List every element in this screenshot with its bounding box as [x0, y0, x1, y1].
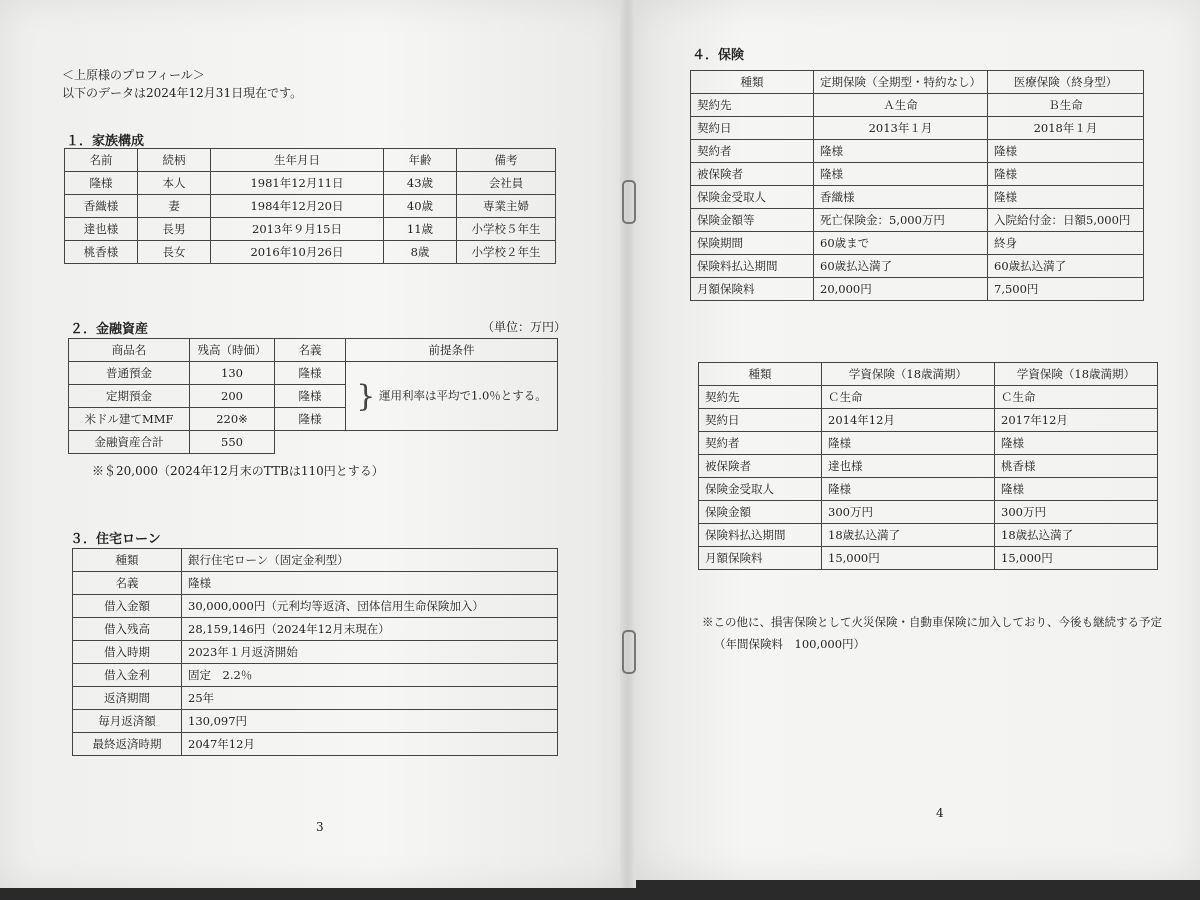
table-cell: 米ドル建てMMF — [69, 408, 190, 431]
table-row — [65, 218, 556, 241]
table-row — [69, 431, 558, 454]
col-header: 残高（時価） — [190, 339, 275, 362]
table-cell: 40歳 — [384, 195, 457, 218]
insurance-table-1 — [690, 70, 1144, 301]
table-cell: 8歳 — [384, 241, 457, 264]
table-cell: Ｃ生命 — [995, 386, 1158, 409]
family-table — [64, 148, 556, 264]
table-cell: 60歳払込満了 — [988, 255, 1144, 278]
table-cell: 毎月返済額 — [73, 710, 182, 733]
table-row — [73, 710, 558, 733]
table-cell: 18歳払込満了 — [995, 524, 1158, 547]
table-cell: 7,500円 — [988, 278, 1144, 301]
page-number-right: 4 — [936, 806, 944, 820]
table-cell: 香織様 — [814, 186, 988, 209]
table-cell: 2013年１月 — [814, 117, 988, 140]
table-row — [73, 595, 558, 618]
table-cell: 28,159,146円（2024年12月末現在） — [182, 618, 558, 641]
insurance-table-2 — [698, 362, 1158, 570]
table-cell: 15,000円 — [822, 547, 995, 570]
table-cell: 隆様 — [995, 478, 1158, 501]
table-cell: 香織様 — [65, 195, 138, 218]
table-cell: 保険期間 — [691, 232, 814, 255]
table-cell: 契約者 — [699, 432, 822, 455]
table-row — [699, 524, 1158, 547]
col-header: 備考 — [457, 149, 556, 172]
empty-cell — [275, 431, 346, 454]
table-cell: 本人 — [138, 172, 211, 195]
staple-bottom — [622, 630, 636, 674]
col-header: 続柄 — [138, 149, 211, 172]
col-header: 学資保険（18歳満期） — [822, 363, 995, 386]
table-cell: 小学校２年生 — [457, 241, 556, 264]
table-cell: 桃香様 — [65, 241, 138, 264]
table-cell: 11歳 — [384, 218, 457, 241]
table-row — [73, 618, 558, 641]
total-label: 金融資産合計 — [69, 431, 190, 454]
table-row — [699, 547, 1158, 570]
table-cell: 桃香様 — [995, 455, 1158, 478]
table-cell: 名義 — [73, 572, 182, 595]
col-header: 学資保険（18歳満期） — [995, 363, 1158, 386]
table-cell: 終身 — [988, 232, 1144, 255]
table-row — [691, 232, 1144, 255]
table-cell: 月額保険料 — [699, 547, 822, 570]
table-cell: 死亡保険金：5,000万円 — [814, 209, 988, 232]
table-cell: 2014年12月 — [822, 409, 995, 432]
table-row — [691, 163, 1144, 186]
condition-text: 運用利率は平均で1.0％とする。 — [378, 388, 547, 402]
table-cell: 契約者 — [691, 140, 814, 163]
table-cell: 隆様 — [988, 140, 1144, 163]
col-header: 前提条件 — [346, 339, 558, 362]
table-cell: 隆様 — [814, 140, 988, 163]
table-header-row — [699, 363, 1158, 386]
table-row — [691, 255, 1144, 278]
table-cell: 2018年１月 — [988, 117, 1144, 140]
table-cell: 銀行住宅ローン（固定金利型） — [182, 549, 558, 572]
table-cell: 60歳まで — [814, 232, 988, 255]
table-cell: 被保険者 — [699, 455, 822, 478]
staple-top — [622, 180, 636, 224]
empty-cell — [346, 431, 558, 454]
table-cell: 借入金利 — [73, 664, 182, 687]
table-cell: 契約先 — [699, 386, 822, 409]
table-cell: 隆様 — [182, 572, 558, 595]
table-cell: 30,000,000円（元利均等返済、団体信用生命保険加入） — [182, 595, 558, 618]
condition-cell — [346, 362, 558, 431]
col-header: 名前 — [65, 149, 138, 172]
table-cell: 保険金受取人 — [691, 186, 814, 209]
table-cell: 2047年12月 — [182, 733, 558, 756]
table-cell: 保険金受取人 — [699, 478, 822, 501]
table-row — [73, 687, 558, 710]
table-cell: 達也様 — [65, 218, 138, 241]
table-cell: 130 — [190, 362, 275, 385]
table-cell: 長女 — [138, 241, 211, 264]
table-cell: 2013年９月15日 — [211, 218, 384, 241]
table-row — [73, 664, 558, 687]
table-cell: 借入時期 — [73, 641, 182, 664]
table-cell: 隆様 — [988, 163, 1144, 186]
table-row — [691, 117, 1144, 140]
table-cell: 固定 2.2％ — [182, 664, 558, 687]
col-header: 商品名 — [69, 339, 190, 362]
table-cell: 隆様 — [822, 432, 995, 455]
table-cell: 300万円 — [822, 501, 995, 524]
profile-note: 以下のデータは2024年12月31日現在です。 — [62, 86, 303, 100]
table-cell: 契約先 — [691, 94, 814, 117]
col-header: 種類 — [699, 363, 822, 386]
table-cell: 定期預金 — [69, 385, 190, 408]
table-row — [691, 278, 1144, 301]
table-cell: 隆様 — [65, 172, 138, 195]
assets-footnote: ※＄20,000（2024年12月末のTTBは110円とする） — [92, 464, 384, 478]
assets-heading: ２．金融資産 — [70, 322, 149, 337]
table-cell: 隆様 — [275, 408, 346, 431]
table-cell: 契約日 — [699, 409, 822, 432]
table-cell: 2023年１月返済開始 — [182, 641, 558, 664]
table-cell: 契約日 — [691, 117, 814, 140]
total-value: 550 — [190, 431, 275, 454]
table-cell: 隆様 — [822, 478, 995, 501]
table-cell: 300万円 — [995, 501, 1158, 524]
table-row — [691, 209, 1144, 232]
insurance-heading: ４．保険 — [692, 48, 745, 63]
table-cell: 43歳 — [384, 172, 457, 195]
loan-table — [72, 548, 558, 756]
table-cell: 最終返済時期 — [73, 733, 182, 756]
table-row — [699, 501, 1158, 524]
table-cell: 被保険者 — [691, 163, 814, 186]
table-row — [65, 241, 556, 264]
table-row — [691, 140, 1144, 163]
table-row — [691, 186, 1144, 209]
table-cell: 保険金額 — [699, 501, 822, 524]
table-row — [65, 172, 556, 195]
table-cell: 1981年12月11日 — [211, 172, 384, 195]
table-header-row — [69, 339, 558, 362]
table-cell: 返済期間 — [73, 687, 182, 710]
table-cell: 入院給付金：日額5,000円 — [988, 209, 1144, 232]
table-row — [699, 455, 1158, 478]
table-cell: 20,000円 — [814, 278, 988, 301]
loan-heading: ３．住宅ローン — [70, 532, 161, 547]
table-cell: 130,097円 — [182, 710, 558, 733]
table-cell: 専業主婦 — [457, 195, 556, 218]
table-cell: 2017年12月 — [995, 409, 1158, 432]
table-cell: 借入金額 — [73, 595, 182, 618]
table-row — [73, 733, 558, 756]
table-cell: 小学校５年生 — [457, 218, 556, 241]
table-cell: 隆様 — [275, 362, 346, 385]
table-cell: 隆様 — [814, 163, 988, 186]
table-cell: 妻 — [138, 195, 211, 218]
table-cell: 隆様 — [988, 186, 1144, 209]
table-row — [69, 362, 558, 385]
assets-table — [68, 338, 558, 454]
table-cell: 保険料払込期間 — [699, 524, 822, 547]
table-cell: Ｃ生命 — [822, 386, 995, 409]
insurance-note-line1: ※この他に、損害保険として火災保険・自動車保険に加入しており、今後も継続する予定 — [702, 615, 1162, 629]
col-header: 種類 — [691, 71, 814, 94]
table-cell: 隆様 — [995, 432, 1158, 455]
col-header: 医療保険（終身型） — [988, 71, 1144, 94]
table-cell: 1984年12月20日 — [211, 195, 384, 218]
table-row — [699, 409, 1158, 432]
book-spine — [620, 0, 636, 888]
profile-title: ＜上原様のプロフィール＞ — [62, 68, 205, 82]
assets-unit: （単位：万円） — [482, 320, 567, 334]
table-cell: 隆様 — [275, 385, 346, 408]
table-row — [73, 641, 558, 664]
table-cell: Ｂ生命 — [988, 94, 1144, 117]
table-cell: 18歳払込満了 — [822, 524, 995, 547]
table-cell: 達也様 — [822, 455, 995, 478]
table-cell: 200 — [190, 385, 275, 408]
table-header-row — [691, 71, 1144, 94]
col-header: 生年月日 — [211, 149, 384, 172]
table-row — [699, 432, 1158, 455]
table-cell: 会社員 — [457, 172, 556, 195]
table-cell: 種類 — [73, 549, 182, 572]
table-cell: 220※ — [190, 408, 275, 431]
family-heading: １．家族構成 — [66, 134, 145, 149]
table-cell: Ａ生命 — [814, 94, 988, 117]
brace-glyph: } — [356, 378, 376, 414]
table-row — [73, 549, 558, 572]
table-cell: 保険金額等 — [691, 209, 814, 232]
table-row — [699, 478, 1158, 501]
col-header: 名義 — [275, 339, 346, 362]
table-header-row — [65, 149, 556, 172]
page-number-left: 3 — [316, 820, 324, 834]
table-cell: 長男 — [138, 218, 211, 241]
table-cell: 15,000円 — [995, 547, 1158, 570]
col-header: 年齢 — [384, 149, 457, 172]
table-cell: 借入残高 — [73, 618, 182, 641]
table-cell: 保険料払込期間 — [691, 255, 814, 278]
table-cell: 月額保険料 — [691, 278, 814, 301]
col-header: 定期保険（全期型・特約なし） — [814, 71, 988, 94]
table-cell: 2016年10月26日 — [211, 241, 384, 264]
table-cell: 普通預金 — [69, 362, 190, 385]
insurance-note-line2: （年間保険料 100,000円） — [714, 637, 866, 651]
table-cell: 25年 — [182, 687, 558, 710]
table-row — [65, 195, 556, 218]
table-cell: 60歳払込満了 — [814, 255, 988, 278]
table-row — [73, 572, 558, 595]
table-row — [691, 94, 1144, 117]
table-row — [699, 386, 1158, 409]
